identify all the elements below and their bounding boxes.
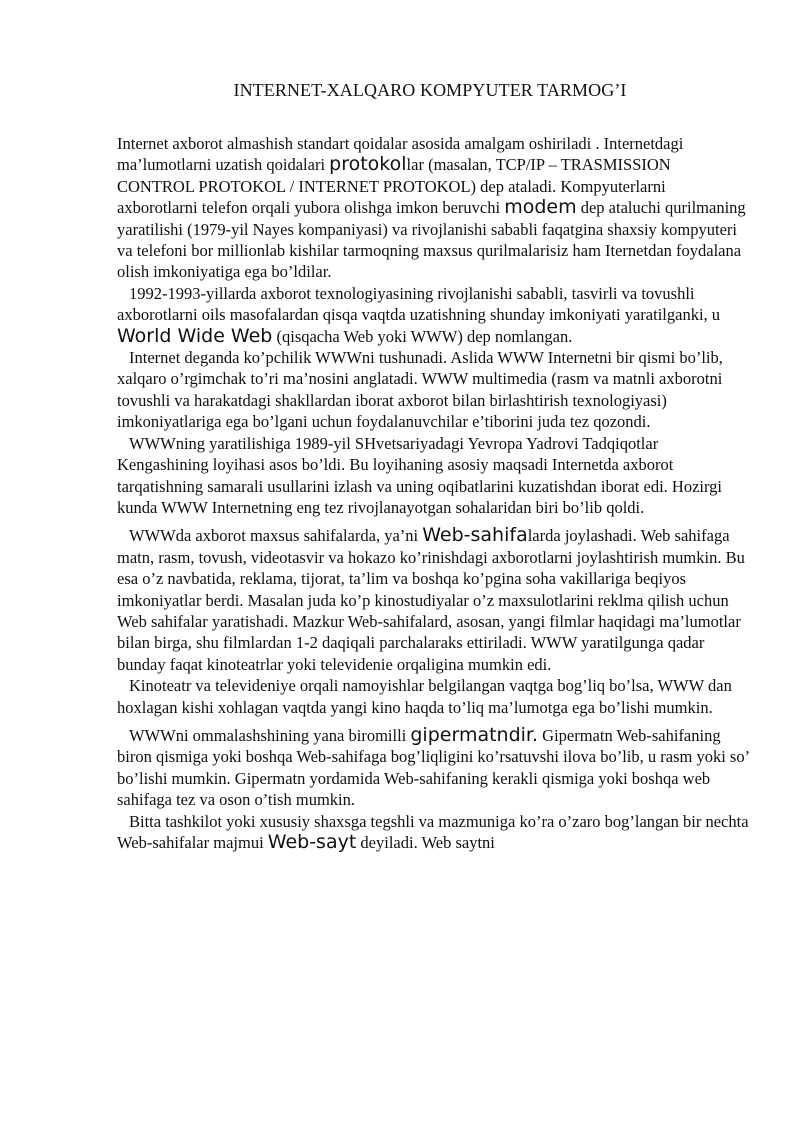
text-run: Internet axborot almashish standart qoidalar asosida amalgam oshiriladi . Internetdagi ma’lumotlarni uzatish qoidalari bbox=[117, 134, 684, 175]
text-run: WWWda axborot maxsus sahifalarda, ya’ni bbox=[129, 526, 423, 546]
paragraph-cinema-tv: Kinoteatr va televideniye orqali namoyishlar belgilangan vaqtga bog’liq bo’lsa, WWW dan hoxlagan kishi xohlagan vaqtda yangi kino haqda to’liq ma’lumotga ega bo’lishi mumkin. bbox=[117, 676, 732, 717]
text-run: larda joylashadi. Web sahifaga matn, rasm, tovush, videotasvir va hokazo ko’rinishdagi axborotlarni joylashtirish mumkin. Bu esa o’z navbatida, reklama, tijorat, ta’lim va boshqa ko’pgina soha vakillariga beqiyos imkoniyatlar berdi. Masalan juda ko’p kinostudiyalar o’z maxsulotlarini reklma qilish uchun Web sahifalar yaratishadi. Mazkur Web-sahifalard, asosan, yangi filmlar haqidagi ma’lumotlar bilan birga, shu filmlardan 1-2 daqiqali parchalaraks ettiriladi. WWW yaratilgunga qadar bunday faqat kinoteatrlar yoki televidenie orqaligina mumkin edi. bbox=[117, 526, 745, 674]
paragraph-protocols bbox=[117, 133, 749, 283]
paragraph-www-origin bbox=[117, 283, 749, 347]
term-web-sahifa: Web-sahifa bbox=[422, 524, 528, 547]
text-run: Bitta tashkilot yoki xususiy shaxsga tegshli va mazmuniga ko’ra o’zaro bog’langan bir nechta Web-sahifalar majmui bbox=[117, 811, 749, 852]
page-title: INTERNET-XALQARO KOMPYUTER TARMOG’I bbox=[233, 80, 627, 100]
paragraph-web-pages bbox=[117, 525, 749, 675]
text-run: deyiladi. Web saytni bbox=[356, 833, 495, 852]
paragraph-website bbox=[117, 811, 749, 854]
paragraph-www-meaning: Internet deganda ko’pchilik WWWni tushunadi. Aslida WWW Internetni bir qismi bo’lib, xalqaro o’rgimchak to’ri ma’nosini anglatadi. WWW multimedia (rasm va matnli axborotni tovushli va harakatdagi shakllardan iborat axborot bilan birlashtirish texnologiyasi) imkoniyatlariga ega bo’lgani uchun foydalanuvchilar e’tiborini juda tez qozondi. bbox=[117, 348, 723, 432]
text-run: Gipermatn Web-sahifaning biron qismiga yoki boshqa Web-sahifaga bog’liqligini ko’rsatuvshi ilova bo’lib, u rasm yoki so’ bo’lishi mumkin. Gipermatn yordamida Web-sahifaning kerakli qismiga yoki boshqa web sahifaga tez va oson o’tish mumkin. bbox=[117, 725, 749, 810]
text-run: WWWni ommalashshining yana biromilli bbox=[129, 725, 411, 745]
term-modem: modem bbox=[504, 196, 577, 219]
term-protokol: protokol bbox=[329, 153, 407, 176]
paragraph-hypertext bbox=[117, 725, 749, 811]
term-world-wide-web: World Wide Web bbox=[117, 324, 273, 347]
text-run: dep ataluchi qurilmaning yaratilishi (1979-yil Nayes kompaniyasi) va rivojlanishi sababli faqatgina shaxsiy kompyuteri va telefoni bor millionlab kishilar tarmoqning maxsus qurilmalarisiz ham Iternetdan foydalana olish imkoniyatiga ega bo’ldilar. bbox=[117, 198, 746, 282]
document-body bbox=[117, 133, 749, 853]
term-gipermatn: gipermatndir. bbox=[410, 723, 539, 746]
text-run: (qisqacha Web yoki WWW) dep nomlangan. bbox=[272, 326, 573, 346]
paragraph-www-project: WWWning yaratilishiga 1989-yil SHvetsariyadagi Yevropa Yadrovi Tadqiqotlar Kengashining loyihasi asos bo’ldi. Bu loyihaning asosiy maqsadi Internetda axborot tarqatishning samarali usullarini izlash va uning oqibatlarini kuzatishdan iborat edi. Hozirgi kunda WWW Internetning eng tez rivojlanayotgan sohalaridan biri bo’lib qoldi. bbox=[117, 433, 723, 517]
term-web-sayt: Web-sayt bbox=[267, 831, 357, 853]
text-run: 1992-1993-yillarda axborot texnologiyasining rivojlanishi sababli, tasvirli va tovushli axborotlarni oils masofalardan qisqa vaqtda uzatishning shunday imkoniyati yaratilganki, u bbox=[117, 283, 721, 325]
text-run: lar (masalan, TCP/IP – TRASMISSION CONTROL PROTOKOL / INTERNET PROTOKOL) dep ataladi. Kompyuterlarni axborotlarni telefon orqali yubora olishga imkon beruvchi bbox=[117, 155, 671, 218]
